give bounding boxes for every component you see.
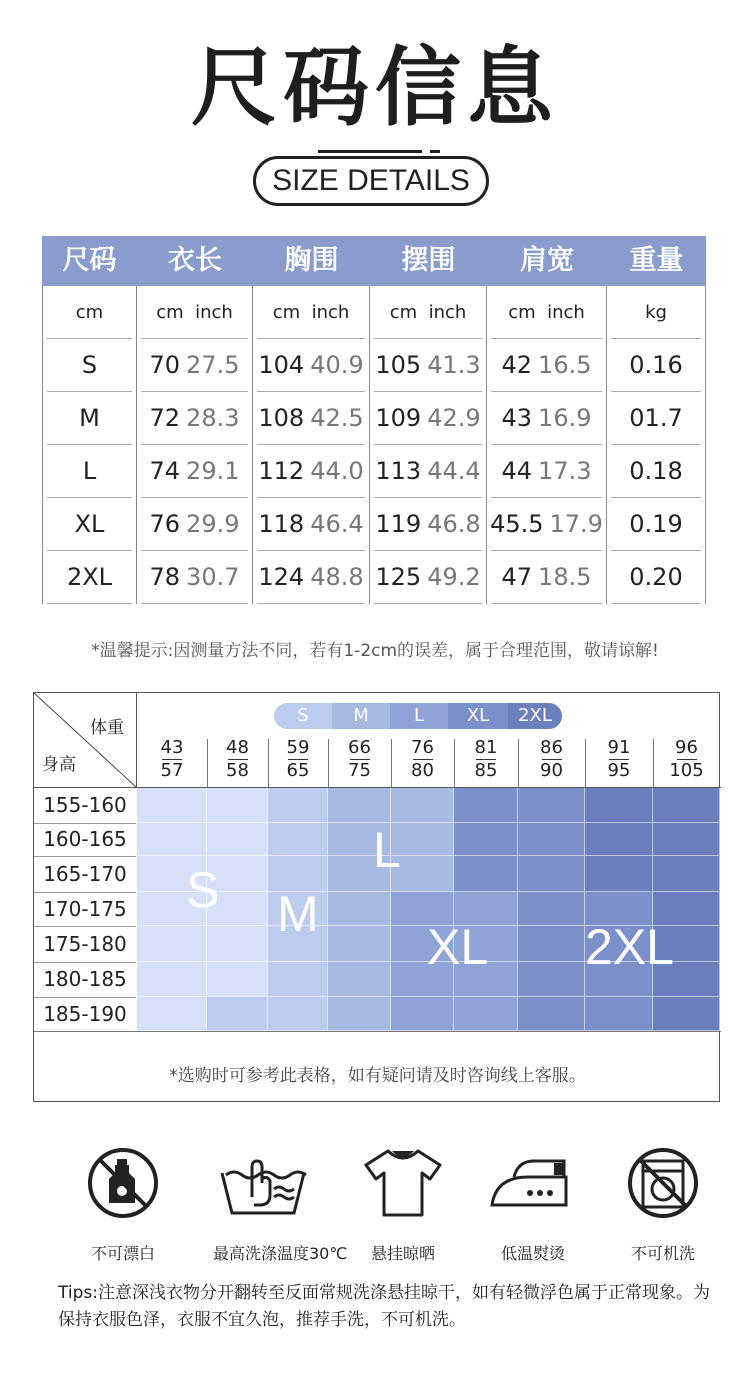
unit: cm [156, 302, 184, 323]
chest-cm: 124 [258, 563, 305, 591]
size-value: M [79, 404, 100, 432]
shoulder-cm: 47 [501, 563, 533, 591]
grid-cell [137, 962, 207, 997]
length-inch: 29.9 [186, 510, 240, 538]
grid-cell [268, 823, 328, 856]
col-length: 衣长 [168, 245, 222, 276]
weight-min: 48 [226, 737, 249, 758]
length-cm: 78 [149, 563, 181, 591]
grid-cell [268, 997, 328, 1031]
height-range: 155-160 [43, 793, 127, 817]
column-divider [518, 739, 519, 787]
length-cm: 74 [149, 457, 181, 485]
subtitle-badge: SIZE DETAILS [253, 156, 489, 206]
shoulder-cm: 45.5 [490, 510, 544, 538]
size-table-header [42, 236, 706, 286]
hem-inch: 41.3 [427, 351, 481, 379]
unit: cm [272, 302, 301, 323]
chest-cm: 118 [258, 510, 305, 538]
unit: kg [645, 302, 667, 323]
hem-inch: 44.4 [427, 457, 481, 485]
shoulder-inch: 16.9 [538, 404, 592, 432]
grid-cell [207, 926, 268, 962]
grid-cell [518, 823, 585, 856]
shoulder-inch: 16.5 [538, 351, 592, 379]
height-range: 175-180 [43, 932, 127, 956]
weight-range [653, 739, 720, 780]
grid-cell [454, 788, 518, 823]
chart-note: *选购时可参考此表格，如有疑问请及时咨询线上客服。 [169, 1066, 586, 1086]
grid-cell [391, 997, 454, 1031]
grid-cell [268, 788, 328, 823]
column-divider [328, 739, 329, 787]
care-tips: Tips:注意深浅衣物分开翻转至反面常规洗涤悬挂晾干，如有轻微浮色属于正常现象。为保持衣服色泽，衣服不宜久泡，推荐手洗，不可机洗。 [58, 1283, 710, 1330]
height-range: 170-175 [43, 897, 127, 921]
table-row [42, 551, 706, 604]
zone-label-xl: XL [427, 919, 489, 975]
page-title: 尺码信息 [191, 38, 559, 138]
chest-inch: 44.0 [310, 457, 364, 485]
grid-cell [207, 823, 268, 856]
grid-cell [454, 856, 518, 892]
weight-range [137, 739, 207, 780]
wash-30-icon [218, 1143, 308, 1223]
size-value: 2XL [66, 563, 113, 591]
length-inch: 30.7 [186, 563, 240, 591]
col-weight: 重量 [629, 245, 684, 276]
col-chest: 胸围 [284, 245, 339, 276]
zone-label-2xl: 2XL [585, 919, 674, 975]
grid-cell [207, 788, 268, 823]
care-label: 不可机洗 [630, 1244, 695, 1263]
grid-cell [585, 997, 653, 1031]
col-shoulder: 肩宽 [520, 245, 574, 276]
grid-cell [391, 788, 454, 823]
shoulder-cm: 43 [501, 404, 533, 432]
length-inch: 27.5 [186, 351, 240, 379]
weight-min: 43 [160, 737, 184, 758]
column-divider [391, 739, 392, 787]
shoulder-cm: 44 [501, 457, 533, 485]
shoulder-cm: 42 [501, 351, 533, 379]
table-row [42, 498, 706, 551]
care-item-no-bleach [73, 1143, 173, 1264]
weight-range [518, 739, 585, 780]
hem-inch: 42.9 [427, 404, 481, 432]
shoulder-inch: 17.3 [538, 457, 592, 485]
weight-max: 58 [226, 760, 249, 781]
length-inch: 29.1 [186, 457, 240, 485]
hem-inch: 46.8 [427, 510, 481, 538]
weight-max: 85 [474, 760, 498, 781]
shoulder-inch: 18.5 [538, 563, 592, 591]
legend-m: M [332, 703, 390, 729]
hem-inch: 49.2 [427, 563, 481, 591]
length-inch: 28.3 [186, 404, 240, 432]
weight-min: 66 [348, 737, 371, 758]
chest-inch: 46.4 [310, 510, 364, 538]
table-row [42, 445, 706, 498]
measurement-note: *温馨提示:因测量方法不同，若有1-2cm的误差，属于合理范围，敬请谅解! [91, 641, 659, 661]
unit: cm [508, 302, 536, 323]
length-cm: 72 [149, 404, 181, 432]
weight-min: 59 [286, 737, 310, 758]
grid-cell [328, 892, 391, 926]
grid-cell [137, 926, 207, 962]
weight-label: 体重 [90, 718, 124, 738]
grid-cell [585, 856, 653, 892]
zone-label-m: M [277, 886, 319, 942]
grid-cell [328, 926, 391, 962]
grid-cell [653, 997, 720, 1031]
weight-max: 75 [348, 760, 371, 781]
no-bleach-icon [83, 1143, 163, 1223]
care-item-wash-30 [213, 1143, 348, 1264]
size-recommendation-chart [33, 692, 720, 1102]
height-range: 160-165 [43, 827, 127, 851]
weight-kg: 0.19 [629, 510, 683, 538]
grid-cell [518, 926, 585, 962]
height-range: 185-190 [43, 1002, 127, 1026]
grid-cell [328, 962, 391, 997]
grid-cell [207, 962, 268, 997]
hem-cm: 119 [375, 510, 422, 538]
length-cm: 76 [149, 510, 181, 538]
height-label: 身高 [42, 755, 76, 775]
legend-2xl: 2XL [508, 703, 562, 729]
grid-cell [207, 997, 268, 1031]
chest-inch: 48.8 [310, 563, 364, 591]
size-value: S [81, 351, 98, 379]
chart-divider [34, 1031, 721, 1032]
col-size: 尺码 [62, 245, 117, 276]
weight-range [454, 739, 518, 780]
weight-kg: 0.16 [629, 351, 683, 379]
low-iron-icon [488, 1143, 578, 1223]
weight-min: 86 [540, 737, 563, 758]
unit: cm [389, 302, 418, 323]
grid-cell [137, 788, 207, 823]
unit: inch [195, 302, 233, 323]
hem-cm: 105 [375, 351, 422, 379]
grid-cell [137, 823, 207, 856]
grid-cell [653, 823, 720, 856]
grid-cell [653, 788, 720, 823]
weight-range [207, 739, 268, 780]
legend-l: L [390, 703, 448, 729]
unit: inch [311, 302, 350, 323]
unit: cm [75, 302, 104, 323]
weight-min: 91 [607, 737, 631, 758]
weight-kg: 0.20 [629, 563, 683, 591]
weight-kg: 01.7 [629, 404, 683, 432]
weight-max: 105 [669, 760, 704, 781]
hem-cm: 109 [375, 404, 422, 432]
grid-cell [454, 997, 518, 1031]
care-label: 悬挂晾晒 [370, 1244, 435, 1263]
size-table [42, 236, 706, 604]
length-cm: 70 [149, 351, 181, 379]
care-label: 最高洗涤温度30℃ [213, 1244, 348, 1263]
title-divider [318, 150, 422, 153]
column-divider [585, 739, 586, 787]
hem-cm: 113 [375, 457, 422, 485]
column-divider [454, 739, 455, 787]
grid-cell [328, 788, 391, 823]
grid-cell [328, 997, 391, 1031]
weight-max: 95 [607, 760, 631, 781]
care-item-low-iron [483, 1143, 583, 1264]
weight-min: 96 [675, 737, 698, 758]
height-range: 165-170 [43, 862, 127, 886]
unit: inch [547, 302, 585, 323]
weight-max: 57 [160, 760, 184, 781]
grid-cell [653, 856, 720, 892]
table-row [42, 339, 706, 392]
grid-cell [518, 856, 585, 892]
chest-inch: 40.9 [310, 351, 364, 379]
care-item-hang-dry [353, 1143, 453, 1264]
unit: inch [428, 302, 467, 323]
legend-xl: XL [448, 703, 508, 729]
weight-max: 80 [411, 760, 434, 781]
size-value: L [82, 457, 97, 485]
chest-cm: 108 [258, 404, 305, 432]
legend-s: S [274, 703, 332, 729]
weight-kg: 0.18 [629, 457, 683, 485]
weight-max: 65 [286, 760, 310, 781]
care-label: 低温熨烫 [500, 1244, 565, 1263]
weight-range [585, 739, 653, 780]
grid-cell [518, 892, 585, 926]
chest-cm: 104 [258, 351, 305, 379]
chest-inch: 42.5 [310, 404, 364, 432]
grid-cell [268, 962, 328, 997]
height-range: 180-185 [43, 967, 127, 991]
shoulder-inch: 17.9 [549, 510, 603, 538]
zone-label-l: L [373, 822, 401, 878]
table-row [42, 392, 706, 445]
grid-cell [518, 962, 585, 997]
grid-cell [585, 788, 653, 823]
size-value: XL [74, 510, 105, 538]
size-legend [274, 703, 562, 729]
col-hem: 摆围 [401, 245, 456, 276]
column-divider [207, 739, 208, 787]
weight-range [268, 739, 328, 780]
grid-cell [454, 823, 518, 856]
title-divider-dot [430, 150, 440, 153]
chest-cm: 112 [258, 457, 305, 485]
hang-dry-icon [358, 1143, 448, 1223]
unit-row [42, 286, 706, 339]
grid-cell [585, 823, 653, 856]
care-item-no-machine-wash [613, 1143, 713, 1264]
grid-cell [518, 997, 585, 1031]
care-label: 不可漂白 [90, 1244, 155, 1263]
column-divider [653, 739, 654, 787]
grid-cell [137, 997, 207, 1031]
grid-cell [518, 788, 585, 823]
size-grid [137, 788, 720, 1031]
weight-min: 81 [474, 737, 498, 758]
weight-max: 90 [540, 760, 563, 781]
no-machine-wash-icon [623, 1143, 703, 1223]
weight-range [328, 739, 391, 780]
zone-label-s: S [186, 862, 220, 918]
weight-range [391, 739, 454, 780]
column-divider [268, 739, 269, 787]
hem-cm: 125 [375, 563, 422, 591]
weight-min: 76 [411, 737, 434, 758]
